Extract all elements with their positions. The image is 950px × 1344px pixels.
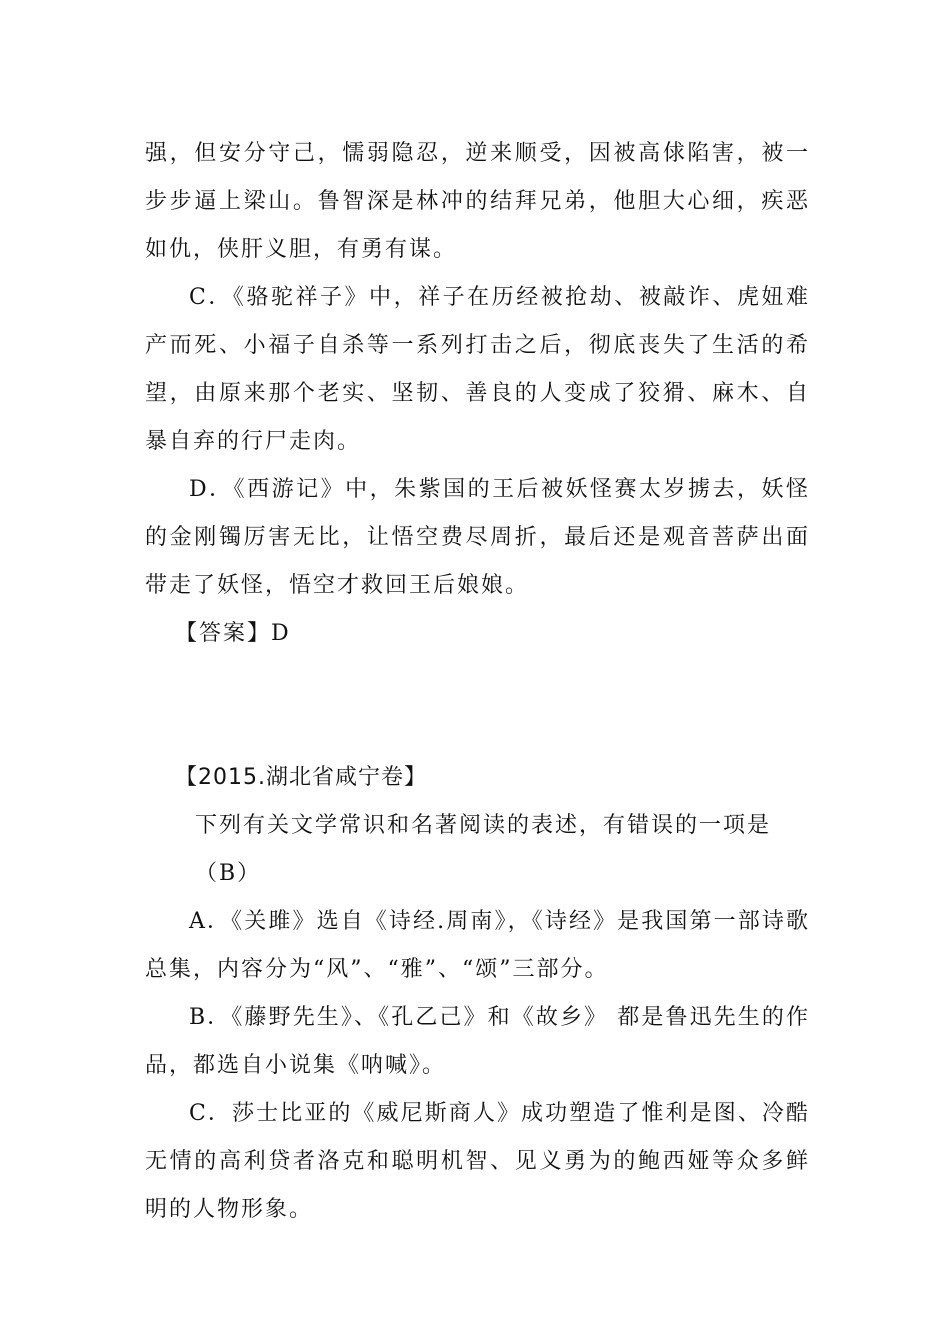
document-body <box>145 130 810 1234</box>
source-heading: 【2015.湖北省咸宁卷】 <box>175 765 427 790</box>
paragraph-option-b-continued: 强，但安分守己，懦弱隐忍，逆来顺受，因被高俅陷害，被一步步逼上梁山。鲁智深是林冲的结拜兄弟，他胆大心细，疾恶如仇，侠肝义胆，有勇有谋。 <box>145 141 810 262</box>
paragraph-option-d: D．《西游记》中，朱紫国的王后被妖怪赛太岁掳去，妖怪的金刚镯厉害无比，让悟空费尽周折，最后还是观音菩萨出面带走了妖怪，悟空才救回王后娘娘。 <box>145 477 810 598</box>
question-option-c: C．莎士比亚的《威尼斯商人》成功塑造了惟利是图、冷酷无情的高利贷者洛克和聪明机智、见义勇为的鲍西娅等众多鲜明的人物形象。 <box>145 1101 810 1222</box>
section-gap <box>145 658 810 754</box>
answer-line: 【答案】D <box>175 621 291 646</box>
question-option-a: A．《关雎》选自《诗经.周南》，《诗经》是我国第一部诗歌总集，内容分为“风”、“雅”、“颂”三部分。 <box>145 909 810 982</box>
question-option-b: B．《藤野先生》、《孔乙己》和《故乡》 都是鲁迅先生的作品，都选自小说集《呐喊》。 <box>145 1005 810 1078</box>
paragraph-option-c: C．《骆驼祥子》中，祥子在历经被抢劫、被敲诈、虎妞难产而死、小福子自杀等一系列打击之后，彻底丧失了生活的希望，由原来那个老实、坚韧、善良的人变成了狡猾、麻木、自暴自弃的行尸走肉。 <box>145 285 810 454</box>
question-stem: 下列有关文学常识和名著阅读的表述，有错误的一项是（B） <box>195 813 772 886</box>
